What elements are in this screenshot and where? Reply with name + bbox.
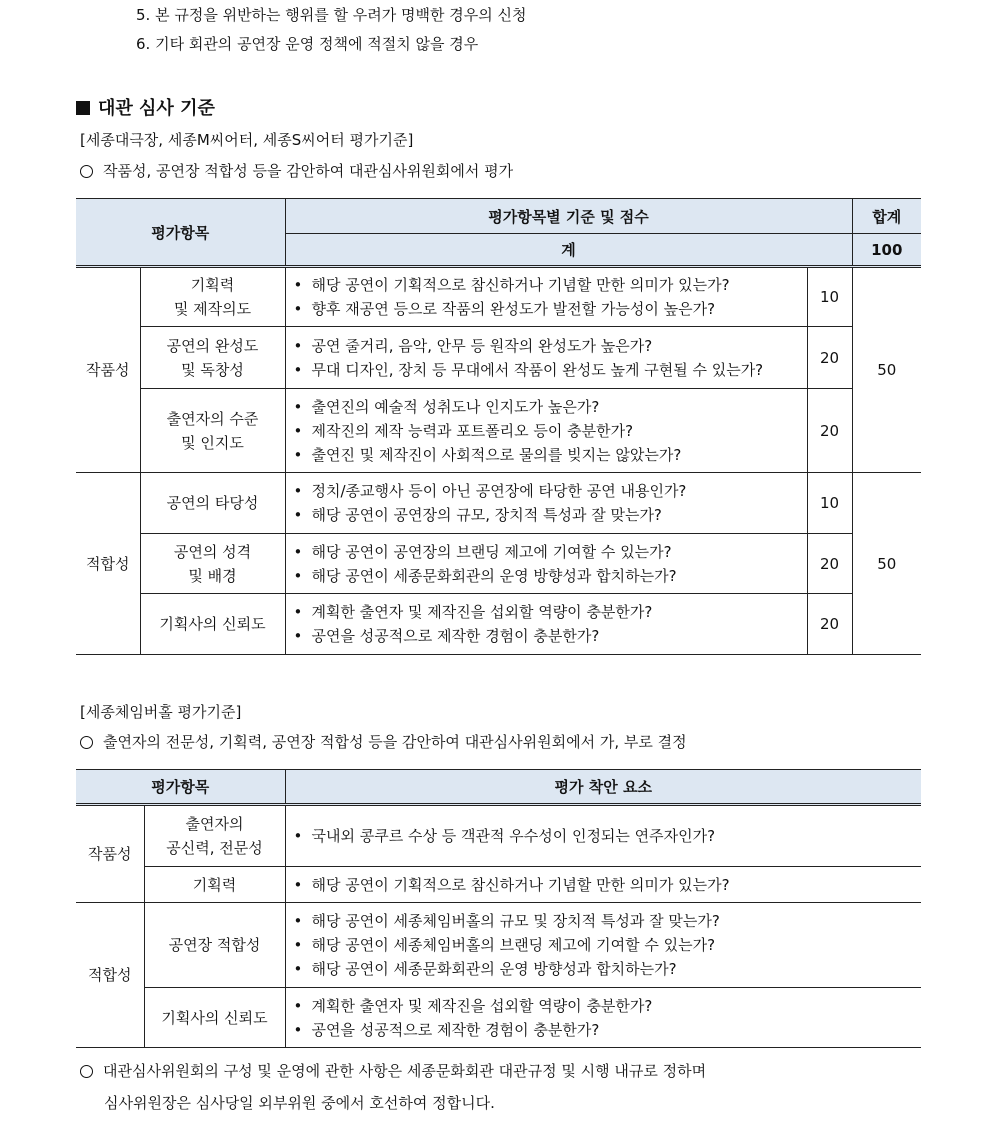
- item-cell: 기획사의 신뢰도: [144, 988, 285, 1048]
- table1-subtitle: [세종대극장, 세종M씨어터, 세종S씨어터 평가기준]: [80, 131, 414, 149]
- score-cell: 20: [807, 594, 852, 655]
- table2-note-text: 출연자의 전문성, 기획력, 공연장 적합성 등을 감안하여 대관심사위원회에서 가, 부로 결정: [103, 733, 687, 751]
- table-row: [76, 389, 921, 473]
- header-total: 합계: [852, 199, 921, 234]
- table2-note: [80, 731, 687, 752]
- score-cell: 20: [807, 389, 852, 473]
- score-cell: 10: [807, 473, 852, 534]
- score-cell: 20: [807, 534, 852, 594]
- group-total: 50: [852, 267, 921, 473]
- table-row: [76, 988, 921, 1048]
- group-total: 50: [852, 473, 921, 655]
- circle-bullet-icon: [80, 1065, 93, 1078]
- table-row: [76, 594, 921, 655]
- square-bullet-icon: [76, 101, 90, 115]
- table-row: [76, 534, 921, 594]
- criteria-cell: • 정치/종교행사 등이 아닌 공연장에 타당한 공연 내용인가? • 해당 공연이 공연장의 규모, 장치적 특성과 잘 맞는가?: [285, 473, 807, 534]
- criteria-cell: • 국내외 콩쿠르 수상 등 객관적 우수성이 인정되는 연주자인가?: [285, 805, 921, 867]
- circle-bullet-icon: [80, 736, 93, 749]
- table-row: [76, 805, 921, 867]
- header-elements: 평가 착안 요소: [285, 770, 921, 805]
- table-row: [76, 867, 921, 903]
- criteria-cell: • 계획한 출연자 및 제작진을 섭외할 역량이 충분한가? • 공연을 성공적으로 제작한 경험이 충분한가?: [285, 988, 921, 1048]
- intro-item-6: 6. 기타 회관의 공연장 운영 정책에 적절치 않을 경우: [136, 35, 479, 53]
- item-cell: 공연장 적합성: [144, 903, 285, 988]
- item-cell: 공연의 타당성: [140, 473, 285, 534]
- table-row: [76, 903, 921, 988]
- criteria-cell: • 해당 공연이 세종체임버홀의 규모 및 장치적 특성과 잘 맞는가? • 해당 공연이 세종체임버홀의 브랜딩 제고에 기여할 수 있는가? • 해당 공연이 세종문화회관의 운영 방향성과 합치하는가?: [285, 903, 921, 988]
- section-title: [76, 94, 215, 120]
- group-name: 적합성: [76, 473, 140, 655]
- score-cell: 10: [807, 267, 852, 327]
- item-cell: 공연의 완성도 및 독창성: [140, 327, 285, 389]
- criteria-cell: • 해당 공연이 공연장의 브랜딩 제고에 기여할 수 있는가? • 해당 공연이 세종문화회관의 운영 방향성과 합치하는가?: [285, 534, 807, 594]
- item-cell: 기획사의 신뢰도: [140, 594, 285, 655]
- header-sum-label: 계: [285, 234, 852, 267]
- criteria-cell: • 해당 공연이 기획적으로 참신하거나 기념할 만한 의미가 있는가? • 향후 재공연 등으로 작품의 완성도가 발전할 가능성이 높은가?: [285, 267, 807, 327]
- evaluation-table-main: [76, 198, 921, 655]
- circle-bullet-icon: [80, 165, 93, 178]
- table-row: [76, 327, 921, 389]
- table-row: [76, 473, 921, 534]
- table2-header-row: [76, 770, 921, 805]
- criteria-cell: • 공연 줄거리, 음악, 안무 등 원작의 완성도가 높은가? • 무대 디자인, 장치 등 무대에서 작품이 완성도 높게 구현될 수 있는가?: [285, 327, 807, 389]
- header-sum-value: 100: [852, 234, 921, 267]
- section-title-text: 대관 심사 기준: [98, 98, 215, 119]
- table-row: [76, 267, 921, 327]
- item-cell: 기획력: [144, 867, 285, 903]
- item-cell: 기획력 및 제작의도: [140, 267, 285, 327]
- header-item: 평가항목: [76, 199, 285, 267]
- table1-note: [80, 160, 513, 181]
- footer-note-line2: 심사위원장은 심사당일 외부위원 중에서 호선하여 정합니다.: [104, 1094, 495, 1112]
- header-criteria: 평가항목별 기준 및 점수: [285, 199, 852, 234]
- criteria-cell: • 출연진의 예술적 성취도나 인지도가 높은가? • 제작진의 제작 능력과 포트폴리오 등이 충분한가? • 출연진 및 제작진이 사회적으로 물의를 빚지는 않았는가?: [285, 389, 807, 473]
- item-cell: 출연자의 수준 및 인지도: [140, 389, 285, 473]
- header-item: 평가항목: [76, 770, 285, 805]
- group-name: 작품성: [76, 267, 140, 473]
- intro-item-5: 5. 본 규정을 위반하는 행위를 할 우려가 명백한 경우의 신청: [136, 6, 527, 24]
- criteria-cell: • 해당 공연이 기획적으로 참신하거나 기념할 만한 의미가 있는가?: [285, 867, 921, 903]
- evaluation-table-chamber: [76, 769, 921, 1048]
- table2-subtitle: [세종체임버홀 평가기준]: [80, 703, 242, 721]
- footer-note-line1: [80, 1060, 706, 1081]
- group-name: 적합성: [76, 903, 144, 1048]
- table1-note-text: 작품성, 공연장 적합성 등을 감안하여 대관심사위원회에서 평가: [103, 162, 514, 180]
- group-name: 작품성: [76, 805, 144, 903]
- item-cell: 공연의 성격 및 배경: [140, 534, 285, 594]
- score-cell: 20: [807, 327, 852, 389]
- criteria-cell: • 계획한 출연자 및 제작진을 섭외할 역량이 충분한가? • 공연을 성공적으로 제작한 경험이 충분한가?: [285, 594, 807, 655]
- footer-note-text1: 대관심사위원회의 구성 및 운영에 관한 사항은 세종문화회관 대관규정 및 시행 내규로 정하며: [103, 1062, 707, 1080]
- table1-header-row: [76, 199, 921, 234]
- item-cell: 출연자의 공신력, 전문성: [144, 805, 285, 867]
